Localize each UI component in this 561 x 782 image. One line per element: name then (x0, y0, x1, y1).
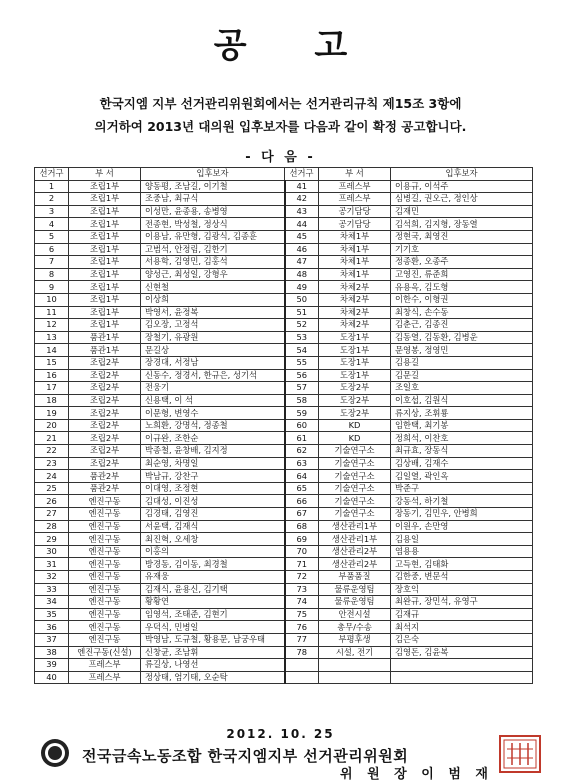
cell-district-number: 59 (285, 407, 319, 420)
cell-department: 차체2부 (319, 293, 391, 306)
header-candidates: 입후보자 (391, 168, 533, 181)
cell-department: 안전시설 (319, 608, 391, 621)
cell-department: 조립2부 (69, 382, 141, 395)
cell-district-number: 15 (35, 356, 69, 369)
cell-department: 엔진구동 (69, 633, 141, 646)
cell-candidates: 최석지 (391, 621, 533, 634)
cell-candidates: 김경태, 김영진 (141, 508, 285, 521)
cell-department: 엔진구동 (69, 520, 141, 533)
cell-candidates: 염용용 (391, 545, 533, 558)
cell-department: 도장1부 (319, 369, 391, 382)
cell-candidates: 신동수, 정경서, 한규은, 성기석 (141, 369, 285, 382)
table-row (35, 319, 533, 332)
intro-line-1: 한국지엠 지부 선거관리위원회에서는 선거관리규칙 제15조 3항에 (99, 96, 462, 111)
cell-candidates: 문영봉, 정영민 (391, 344, 533, 357)
table-row (35, 193, 533, 206)
cell-district-number: 60 (285, 419, 319, 432)
cell-candidates: 이한수, 이형권 (391, 293, 533, 306)
cell-candidates: 최진혁, 오세창 (141, 533, 285, 546)
table-row (35, 293, 533, 306)
table-row (35, 608, 533, 621)
cell-department: KD (319, 419, 391, 432)
candidate-table (34, 167, 533, 684)
page-title: 공 고 (213, 26, 376, 66)
cell-district-number: 65 (285, 482, 319, 495)
table-row (35, 633, 533, 646)
cell-district-number: 52 (285, 319, 319, 332)
cell-candidates: 이규완, 조한순 (141, 432, 285, 445)
cell-department: 조립1부 (69, 243, 141, 256)
cell-department: 조립2부 (69, 419, 141, 432)
header-district: 선거구 (35, 168, 69, 181)
header-candidates: 입후보자 (141, 168, 285, 181)
cell-department: 차체1부 (319, 243, 391, 256)
cell-district-number: 11 (35, 306, 69, 319)
cell-district-number: 64 (285, 470, 319, 483)
cell-department: 엔진구동 (69, 583, 141, 596)
cell-department: 총무/수송 (319, 621, 391, 634)
cell-district-number: 21 (35, 432, 69, 445)
cell-district-number: 28 (35, 520, 69, 533)
cell-department: 기술연구소 (319, 470, 391, 483)
table-row (35, 432, 533, 445)
cell-candidates: 정종환, 오종주 (391, 256, 533, 269)
cell-district-number: 78 (285, 646, 319, 659)
cell-candidates: 유용옥, 김도형 (391, 281, 533, 294)
table-row (35, 356, 533, 369)
cell-department: 조립2부 (69, 432, 141, 445)
cell-department: 생산관리2부 (319, 558, 391, 571)
cell-candidates: 김재규 (391, 608, 533, 621)
cell-candidates: 김대성, 이진성 (141, 495, 285, 508)
cell-district-number: 2 (35, 193, 69, 206)
cell-candidates: 양성근, 최성일, 강형우 (141, 268, 285, 281)
cell-candidates: 박남규, 강찬구 (141, 470, 285, 483)
cell-candidates: 김재식, 윤용신, 김기택 (141, 583, 285, 596)
cell-candidates (391, 659, 533, 672)
cell-district-number: 30 (35, 545, 69, 558)
table-row (35, 205, 533, 218)
cell-department: 생산관리2부 (319, 545, 391, 558)
cell-candidates: 김상배, 김재수 (391, 457, 533, 470)
table-row (35, 394, 533, 407)
table-row (35, 520, 533, 533)
cell-department: 도장2부 (319, 407, 391, 420)
cell-candidates: 이용남, 유만형, 김광식, 김종훈 (141, 230, 285, 243)
cell-district-number: 44 (285, 218, 319, 231)
cell-district-number: 4 (35, 218, 69, 231)
cell-department (319, 671, 391, 684)
cell-district-number: 67 (285, 508, 319, 521)
cell-candidates: 조일호 (391, 382, 533, 395)
cell-candidates: 김오장, 고정석 (141, 319, 285, 332)
cell-candidates: 기기호 (391, 243, 533, 256)
cell-candidates: 이호섭, 김원식 (391, 394, 533, 407)
cell-candidates: 이원우, 손만영 (391, 520, 533, 533)
cell-department: KD (319, 432, 391, 445)
header-department: 부 서 (319, 168, 391, 181)
cell-candidates: 김석희, 김지형, 장동열 (391, 218, 533, 231)
cell-district-number (285, 659, 319, 672)
cell-district-number: 57 (285, 382, 319, 395)
cell-candidates: 김춘근, 김종진 (391, 319, 533, 332)
cell-candidates: 전종현, 박성철, 정상식 (141, 218, 285, 231)
cell-district-number: 70 (285, 545, 319, 558)
union-emblem-icon (40, 738, 70, 768)
cell-district-number: 3 (35, 205, 69, 218)
cell-department: 조립1부 (69, 306, 141, 319)
organization-name: 전국금속노동조합 한국지엠지부 선거관리위원회 (82, 747, 409, 765)
cell-department: 차체2부 (319, 319, 391, 332)
table-row (35, 571, 533, 584)
cell-department: 품관2부 (69, 470, 141, 483)
cell-district-number: 61 (285, 432, 319, 445)
cell-department: 도장1부 (319, 344, 391, 357)
cell-district-number: 8 (35, 268, 69, 281)
announcement-date: 2012. 10. 25 (226, 727, 335, 741)
cell-candidates: 신창균, 조남휘 (141, 646, 285, 659)
cell-department: 물류운영팀 (319, 596, 391, 609)
cell-department: 조립2부 (69, 394, 141, 407)
cell-department: 프레스부 (319, 193, 391, 206)
cell-candidates: 심병길, 권오근, 정인상 (391, 193, 533, 206)
chairman-signature: 위 원 장 이 범 재 (340, 767, 493, 782)
cell-district-number: 55 (285, 356, 319, 369)
table-header-row (35, 168, 533, 181)
cell-department: 생산관리1부 (319, 520, 391, 533)
cell-district-number: 34 (35, 596, 69, 609)
table-row (35, 558, 533, 571)
table-row (35, 671, 533, 684)
cell-district-number: 6 (35, 243, 69, 256)
cell-district-number: 56 (285, 369, 319, 382)
cell-department: 조립1부 (69, 268, 141, 281)
table-row (35, 256, 533, 269)
cell-candidates: 이상희 (141, 293, 285, 306)
cell-department: 엔진구동 (69, 571, 141, 584)
cell-district-number: 25 (35, 482, 69, 495)
cell-district-number: 37 (35, 633, 69, 646)
cell-candidates: 최완규, 장민석, 유영구 (391, 596, 533, 609)
cell-candidates: 박영서, 윤정복 (141, 306, 285, 319)
cell-candidates: 고범석, 안정림, 김한기 (141, 243, 285, 256)
cell-district-number: 63 (285, 457, 319, 470)
cell-district-number: 16 (35, 369, 69, 382)
cell-department: 생산관리1부 (319, 533, 391, 546)
cell-district-number: 50 (285, 293, 319, 306)
cell-department: 도장1부 (319, 331, 391, 344)
cell-department: 조립2부 (69, 356, 141, 369)
cell-district-number: 72 (285, 571, 319, 584)
cell-district-number: 71 (285, 558, 319, 571)
cell-department: 기술연구소 (319, 495, 391, 508)
cell-candidates: 박영남, 도규철, 황용문, 남궁우태 (141, 633, 285, 646)
cell-department: 조립2부 (69, 369, 141, 382)
table-row (35, 180, 533, 193)
cell-department: 조립1부 (69, 256, 141, 269)
header-district: 선거구 (285, 168, 319, 181)
cell-district-number: 13 (35, 331, 69, 344)
cell-district-number: 47 (285, 256, 319, 269)
cell-candidates: 김영돈, 김윤복 (391, 646, 533, 659)
table-row (35, 545, 533, 558)
cell-candidates: 장철기, 유광원 (141, 331, 285, 344)
cell-district-number: 53 (285, 331, 319, 344)
table-row (35, 495, 533, 508)
cell-department: 차체2부 (319, 306, 391, 319)
cell-district-number: 22 (35, 445, 69, 458)
table-row (35, 369, 533, 382)
cell-candidates: 김일열, 곽인옥 (391, 470, 533, 483)
cell-department: 공기담당 (319, 205, 391, 218)
cell-candidates: 방경동, 김이동, 최경철 (141, 558, 285, 571)
table-row (35, 344, 533, 357)
cell-department: 물류운영팀 (319, 583, 391, 596)
cell-district-number: 7 (35, 256, 69, 269)
cell-department: 조립1부 (69, 180, 141, 193)
cell-district-number: 24 (35, 470, 69, 483)
cell-district-number: 40 (35, 671, 69, 684)
table-row (35, 508, 533, 521)
cell-candidates: 고영진, 류준희 (391, 268, 533, 281)
cell-candidates: 고득현, 김태화 (391, 558, 533, 571)
cell-district-number: 33 (35, 583, 69, 596)
cell-candidates: 유재웅 (141, 571, 285, 584)
cell-district-number: 36 (35, 621, 69, 634)
table-row (35, 457, 533, 470)
cell-candidates: 강동석, 하기철 (391, 495, 533, 508)
cell-department: 조립1부 (69, 319, 141, 332)
cell-department: 프레스부 (69, 671, 141, 684)
cell-department (319, 659, 391, 672)
cell-district-number: 51 (285, 306, 319, 319)
official-seal-icon (498, 734, 542, 774)
cell-district-number: 68 (285, 520, 319, 533)
table-row (35, 268, 533, 281)
table-row (35, 218, 533, 231)
table-row (35, 659, 533, 672)
cell-department: 엔진구동(신설) (69, 646, 141, 659)
cell-department: 도장1부 (319, 356, 391, 369)
cell-district-number: 39 (35, 659, 69, 672)
cell-department: 도장2부 (319, 382, 391, 395)
cell-district-number: 20 (35, 419, 69, 432)
cell-department: 프레스부 (69, 659, 141, 672)
cell-candidates: 류길상, 나영선 (141, 659, 285, 672)
cell-district-number: 74 (285, 596, 319, 609)
cell-department: 기술연구소 (319, 445, 391, 458)
cell-district-number: 48 (285, 268, 319, 281)
cell-candidates: 김한중, 변문석 (391, 571, 533, 584)
cell-candidates: 류지상, 조휘룡 (391, 407, 533, 420)
cell-district-number: 49 (285, 281, 319, 294)
cell-candidates: 박준구 (391, 482, 533, 495)
table-row (35, 533, 533, 546)
cell-candidates: 장동기, 김민우, 안병희 (391, 508, 533, 521)
cell-department: 차체2부 (319, 281, 391, 294)
cell-district-number: 26 (35, 495, 69, 508)
cell-department: 품관2부 (69, 482, 141, 495)
cell-district-number: 41 (285, 180, 319, 193)
cell-district-number: 14 (35, 344, 69, 357)
cell-department: 조립1부 (69, 193, 141, 206)
intro-line-2: 의거하여 2013년 대의원 입후보자를 다음과 같이 확정 공고합니다. (94, 119, 467, 134)
cell-district-number: 75 (285, 608, 319, 621)
cell-district-number: 69 (285, 533, 319, 546)
cell-district-number: 62 (285, 445, 319, 458)
cell-candidates: 서윤택, 김재식 (141, 520, 285, 533)
cell-candidates: 신용택, 이 석 (141, 394, 285, 407)
cell-department: 조립1부 (69, 230, 141, 243)
cell-department: 기술연구소 (319, 508, 391, 521)
cell-district-number: 29 (35, 533, 69, 546)
cell-department: 차체1부 (319, 230, 391, 243)
cell-department: 공기담당 (319, 218, 391, 231)
cell-candidates: 황황연 (141, 596, 285, 609)
cell-department: 엔진구동 (69, 495, 141, 508)
cell-district-number: 18 (35, 394, 69, 407)
table-row (35, 583, 533, 596)
cell-candidates: 노희환, 강명석, 정종철 (141, 419, 285, 432)
cell-department: 조립2부 (69, 457, 141, 470)
cell-district-number: 19 (35, 407, 69, 420)
cell-candidates: 조중남, 최규식 (141, 193, 285, 206)
cell-district-number: 73 (285, 583, 319, 596)
cell-district-number: 1 (35, 180, 69, 193)
cell-candidates: 양동평, 조남길, 이기철 (141, 180, 285, 193)
cell-department: 조립1부 (69, 281, 141, 294)
table-row (35, 646, 533, 659)
cell-district-number: 32 (35, 571, 69, 584)
cell-candidates: 이성만, 윤종용, 송병영 (141, 205, 285, 218)
cell-district-number: 35 (35, 608, 69, 621)
cell-candidates: 김용일 (391, 533, 533, 546)
cell-department: 도장2부 (319, 394, 391, 407)
cell-candidates: 최순영, 차명일 (141, 457, 285, 470)
cell-department: 기술연구소 (319, 482, 391, 495)
table-row (35, 445, 533, 458)
cell-candidates: 장호익 (391, 583, 533, 596)
cell-candidates: 정상태, 엄기태, 오순탁 (141, 671, 285, 684)
cell-candidates: 김재민 (391, 205, 533, 218)
cell-department: 차체1부 (319, 268, 391, 281)
cell-candidates: 최창식, 손수동 (391, 306, 533, 319)
cell-district-number: 31 (35, 558, 69, 571)
cell-department: 엔진구동 (69, 608, 141, 621)
cell-district-number: 9 (35, 281, 69, 294)
table-row (35, 382, 533, 395)
cell-candidates: 김용길 (391, 356, 533, 369)
table-row (35, 407, 533, 420)
cell-candidates: 이대영, 조정현 (141, 482, 285, 495)
table-row (35, 331, 533, 344)
table-row (35, 243, 533, 256)
cell-department: 품관1부 (69, 331, 141, 344)
cell-district-number: 46 (285, 243, 319, 256)
table-row (35, 306, 533, 319)
cell-department: 조립1부 (69, 218, 141, 231)
cell-candidates: 이홍의 (141, 545, 285, 558)
cell-district-number: 77 (285, 633, 319, 646)
cell-department: 엔진구동 (69, 596, 141, 609)
cell-candidates: 최규효, 장동식 (391, 445, 533, 458)
cell-district-number: 5 (35, 230, 69, 243)
cell-department: 품관1부 (69, 344, 141, 357)
cell-department: 부품품질 (319, 571, 391, 584)
cell-candidates: 문길상 (141, 344, 285, 357)
cell-department: 조립1부 (69, 293, 141, 306)
cell-department: 엔진구동 (69, 545, 141, 558)
cell-candidates: 우덕식, 민병일 (141, 621, 285, 634)
cell-district-number: 66 (285, 495, 319, 508)
cell-district-number: 42 (285, 193, 319, 206)
cell-department: 엔진구동 (69, 621, 141, 634)
cell-candidates: 임영석, 조태준, 김현기 (141, 608, 285, 621)
cell-department: 엔진구동 (69, 558, 141, 571)
header-department: 부 서 (69, 168, 141, 181)
table-row (35, 596, 533, 609)
cell-district-number (285, 671, 319, 684)
cell-candidates: 김은숙 (391, 633, 533, 646)
cell-department: 조립2부 (69, 407, 141, 420)
cell-district-number: 58 (285, 394, 319, 407)
cell-candidates: 박종철, 윤창배, 김지정 (141, 445, 285, 458)
cell-district-number: 12 (35, 319, 69, 332)
cell-candidates: 정희석, 이찬호 (391, 432, 533, 445)
cell-department: 조립2부 (69, 445, 141, 458)
cell-department: 기술연구소 (319, 457, 391, 470)
subheading: - 다 음 - (245, 150, 316, 165)
cell-department: 엔진구동 (69, 508, 141, 521)
cell-candidates: 서용학, 김영민, 김홍석 (141, 256, 285, 269)
cell-district-number: 17 (35, 382, 69, 395)
cell-candidates: 신현철 (141, 281, 285, 294)
table-row (35, 230, 533, 243)
table-row (35, 621, 533, 634)
cell-department: 차체1부 (319, 256, 391, 269)
cell-candidates: 정현국, 최영진 (391, 230, 533, 243)
cell-district-number: 38 (35, 646, 69, 659)
table-row (35, 470, 533, 483)
cell-district-number: 76 (285, 621, 319, 634)
cell-candidates: 이문형, 변영수 (141, 407, 285, 420)
table-row (35, 281, 533, 294)
cell-district-number: 27 (35, 508, 69, 521)
cell-district-number: 10 (35, 293, 69, 306)
cell-district-number: 23 (35, 457, 69, 470)
cell-candidates: 김문길 (391, 369, 533, 382)
cell-department: 엔진구동 (69, 533, 141, 546)
cell-district-number: 43 (285, 205, 319, 218)
cell-department: 시설, 전기 (319, 646, 391, 659)
table-row (35, 482, 533, 495)
table-row (35, 419, 533, 432)
cell-district-number: 45 (285, 230, 319, 243)
cell-district-number: 54 (285, 344, 319, 357)
cell-candidates (391, 671, 533, 684)
table-body (35, 180, 533, 684)
cell-department: 부평후생 (319, 633, 391, 646)
cell-department: 조립1부 (69, 205, 141, 218)
cell-candidates: 김동열, 김동환, 김병운 (391, 331, 533, 344)
cell-candidates: 임한택, 최기봉 (391, 419, 533, 432)
cell-candidates: 전웅기 (141, 382, 285, 395)
cell-candidates: 장경대, 서정남 (141, 356, 285, 369)
cell-candidates: 이용규, 이석주 (391, 180, 533, 193)
cell-department: 프레스부 (319, 180, 391, 193)
